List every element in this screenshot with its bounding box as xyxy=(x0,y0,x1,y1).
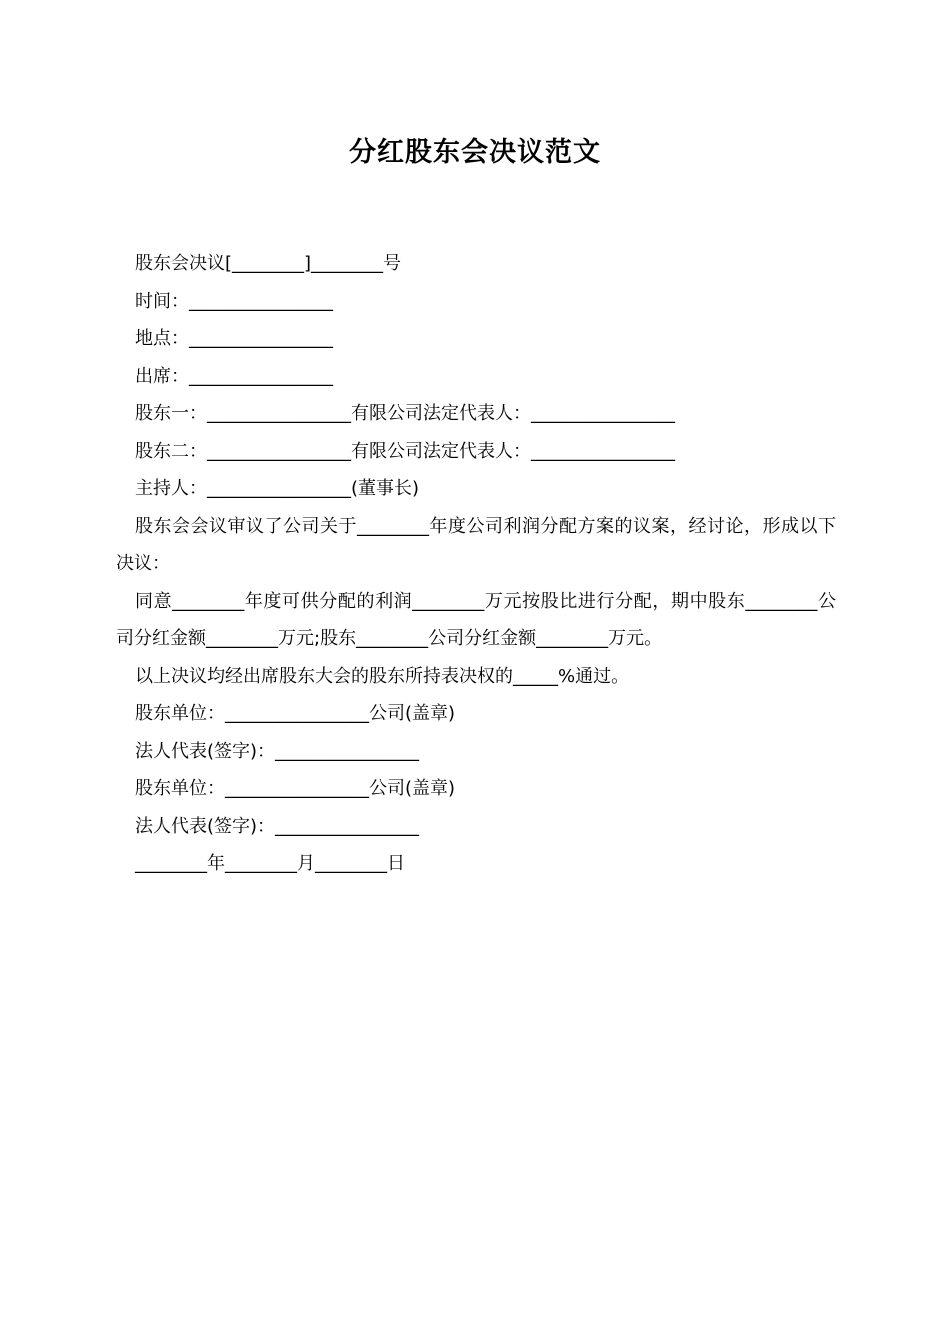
legal-rep-signature-line-2: 法人代表(签字)：________________ xyxy=(135,815,420,837)
document-title: 分红股东会决议范文 xyxy=(349,137,601,168)
resolution-paragraph: 同意________年度可供分配的利润________万元按股比进行分配，期中股东________公司分红金额________万元;股东________公司分红金额________万元。 xyxy=(116,590,836,649)
shareholder-unit-line-2: 股东单位：________________公司(盖章) xyxy=(135,778,456,799)
resolution-number-line: 股东会决议[________]________号 xyxy=(135,253,402,274)
shareholder-unit-line-1: 股东单位：________________公司(盖章) xyxy=(135,703,456,724)
location-line: 地点：________________ xyxy=(135,328,333,349)
time-line: 时间：________________ xyxy=(135,290,333,312)
shareholder-two-line: 股东二：________________有限公司法定代表人：________________ xyxy=(135,440,675,462)
shareholder-one-line: 股东一：________________有限公司法定代表人：________________ xyxy=(135,403,675,424)
host-line: 主持人：________________(董事长) xyxy=(135,478,420,499)
deliberation-paragraph: 股东会会议审议了公司关于________年度公司利润分配方案的议案，经讨论，形成以下决议： xyxy=(116,515,836,574)
legal-rep-signature-line-1: 法人代表(签字)：________________ xyxy=(135,740,420,762)
attendance-line: 出席：________________ xyxy=(135,365,333,387)
date-line: ________年________月________日 xyxy=(135,853,405,874)
approval-line: 以上决议均经出席股东大会的股东所持表决权的_____%通过。 xyxy=(135,665,630,687)
document-body xyxy=(116,245,836,883)
